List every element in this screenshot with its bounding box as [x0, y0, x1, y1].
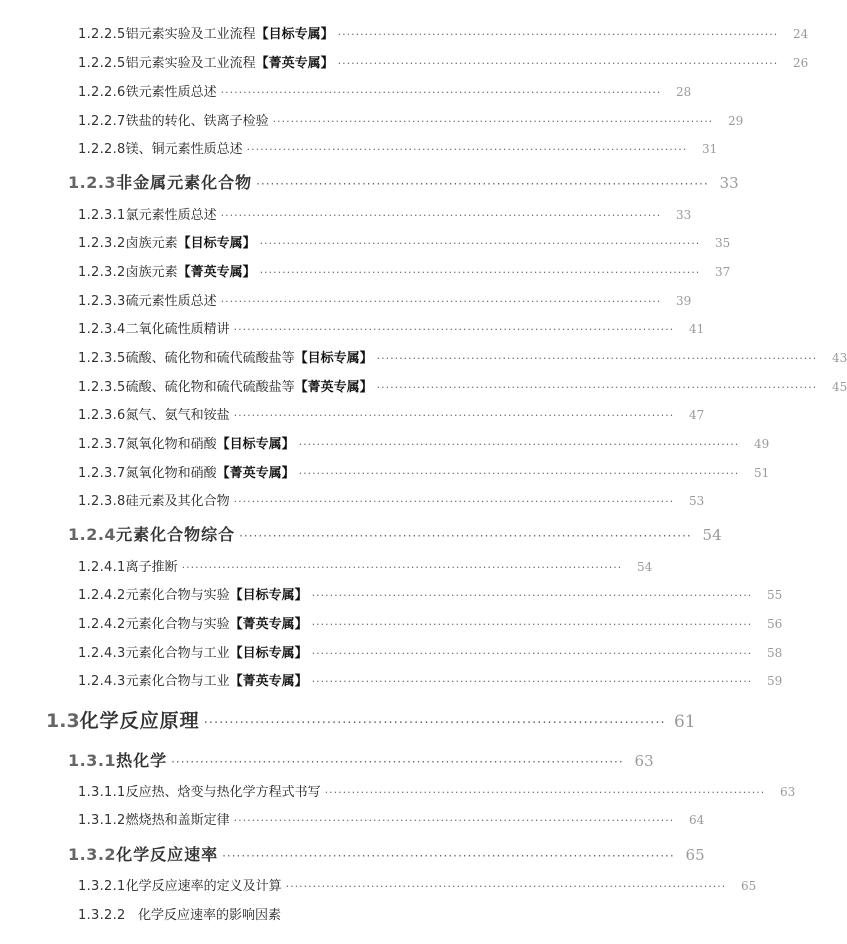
entry-title: 卤族元素 — [125, 265, 178, 280]
dot-leader: ·································································································· — [181, 561, 623, 574]
entry-page: 29 — [728, 114, 744, 128]
dot-leader: ·································································································· — [311, 647, 753, 660]
dot-leader: ·································································································· — [220, 86, 662, 99]
section-title: 元素化合物综合 — [116, 525, 236, 544]
dot-leader: ·································································································· — [272, 115, 714, 128]
dot-leader: ······························································································ — [171, 755, 624, 769]
dot-leader: ·································································································· — [233, 495, 675, 508]
entry-number: 1.2.4.3 — [78, 646, 126, 661]
entry-title: 元素化合物与实验 — [125, 588, 230, 603]
entry-number: 1.2.4.1 — [78, 560, 126, 575]
section-number: 1.3.2 — [68, 845, 117, 864]
toc-entry-1-2-2-5-elite[interactable] — [78, 52, 809, 72]
toc-section-1-2-4[interactable] — [68, 522, 722, 546]
toc-entry-1-2-3-3[interactable] — [78, 290, 692, 310]
dot-leader: ·································································································· — [233, 409, 675, 422]
entry-number: 1.2.2.8 — [78, 142, 126, 157]
entry-number: 1.2.3.1 — [78, 208, 126, 223]
entry-page: 28 — [676, 85, 692, 99]
entry-tag: 【菁英专属】 — [229, 617, 308, 632]
dot-leader: ·························································································· — [203, 716, 666, 731]
toc-entry-1-3-2-1[interactable] — [78, 875, 757, 895]
entry-number: 1.3.1.1 — [78, 785, 126, 800]
toc-entry-1-2-3-8[interactable] — [78, 490, 705, 510]
entry-number: 1.2.4.2 — [78, 617, 126, 632]
entry-title: 氮氧化物和硝酸 — [125, 437, 217, 452]
toc-entry-1-3-2-2[interactable] — [78, 904, 590, 924]
entry-title: 铝元素实验及工业流程 — [125, 27, 256, 42]
toc-entry-1-2-3-4[interactable] — [78, 318, 705, 338]
entry-page: 51 — [754, 466, 770, 480]
entry-title: 元素化合物与实验 — [125, 617, 230, 632]
entry-page: 53 — [689, 494, 705, 508]
entry-page: 64 — [689, 813, 705, 827]
entry-title: 硫酸、硫化物和硫代硫酸盐等 — [125, 351, 295, 366]
entry-number: 1.2.3.2 — [78, 265, 126, 280]
entry-page: 59 — [767, 674, 783, 688]
toc-entry-1-2-3-5-target[interactable] — [78, 347, 847, 367]
section-title: 非金属元素化合物 — [116, 173, 253, 192]
toc-entry-1-2-2-6[interactable] — [78, 81, 692, 101]
toc-entry-1-2-4-2-target[interactable] — [78, 584, 783, 604]
entry-title: 二氧化硫性质精讲 — [125, 322, 230, 337]
entry-title: 化学反应速率的定义及计算 — [125, 879, 282, 894]
entry-tag: 【目标专属】 — [216, 437, 295, 452]
entry-page: 63 — [780, 785, 796, 799]
toc-section-1-2-3[interactable] — [68, 170, 739, 194]
entry-page: 37 — [715, 265, 731, 279]
section-number: 1.3.1 — [68, 751, 117, 770]
entry-number: 1.2.3.6 — [78, 408, 126, 423]
dot-leader: ·································································································· — [337, 57, 779, 70]
entry-tag: 【目标专属】 — [294, 351, 373, 366]
toc-entry-1-2-3-1[interactable] — [78, 204, 692, 224]
toc-entry-1-2-2-7[interactable] — [78, 110, 744, 130]
dot-leader: ·································································································· — [220, 295, 662, 308]
toc-chapter-1-3[interactable] — [46, 706, 696, 734]
toc-entry-1-2-3-7-target[interactable] — [78, 433, 770, 453]
dot-leader: ·································································································· — [376, 381, 818, 394]
dot-leader: ······························································································ — [222, 849, 675, 863]
entry-title: 铁元素性质总述 — [125, 85, 217, 100]
entry-page: 33 — [676, 208, 692, 222]
entry-number: 1.2.2.5 — [78, 56, 126, 71]
dot-leader: ·································································································· — [285, 880, 727, 893]
dot-leader: ·································································································· — [376, 352, 818, 365]
dot-leader: ······························································································ — [239, 529, 692, 543]
entry-number: 1.2.3.7 — [78, 466, 126, 481]
entry-title: 硅元素及其化合物 — [125, 494, 230, 509]
section-page: 65 — [685, 846, 705, 864]
entry-number: 1.2.3.2 — [78, 236, 126, 251]
dot-leader: ·································································································· — [311, 675, 753, 688]
dot-leader: ·································································································· — [259, 237, 701, 250]
dot-leader: ·································································································· — [298, 438, 740, 451]
entry-page: 24 — [793, 27, 809, 41]
entry-tag: 【菁英专属】 — [294, 380, 373, 395]
entry-number: 1.3.2.1 — [78, 879, 126, 894]
entry-tag: 【目标专属】 — [229, 646, 308, 661]
toc-section-1-3-2[interactable] — [68, 842, 705, 866]
entry-title: 铝元素实验及工业流程 — [125, 56, 256, 71]
entry-page: 26 — [793, 56, 809, 70]
entry-number: 1.2.3.5 — [78, 380, 126, 395]
entry-title: 卤族元素 — [125, 236, 178, 251]
toc-entry-1-3-1-2[interactable] — [78, 809, 705, 829]
chapter-title: 化学反应原理 — [79, 710, 200, 732]
entry-page: 43 — [832, 351, 847, 365]
entry-title: 反应热、焓变与热化学方程式书写 — [125, 785, 321, 800]
toc-entry-1-2-2-5-target[interactable] — [78, 23, 809, 43]
dot-leader: ·································································································· — [311, 589, 753, 602]
entry-page: 31 — [702, 142, 718, 156]
section-page: 54 — [702, 526, 722, 544]
entry-number: 1.3.2.2 — [78, 908, 126, 923]
toc-entry-1-2-3-6[interactable] — [78, 404, 705, 424]
entry-number: 1.2.3.7 — [78, 437, 126, 452]
entry-page: 54 — [637, 560, 653, 574]
entry-title: 离子推断 — [125, 560, 178, 575]
entry-tag: 【菁英专属】 — [177, 265, 256, 280]
dot-leader: ······························································································ — [256, 177, 709, 191]
toc-entry-1-2-3-2-target[interactable] — [78, 232, 731, 252]
entry-number: 1.2.3.3 — [78, 294, 126, 309]
entry-number: 1.2.2.7 — [78, 114, 126, 129]
entry-title: 氮气、氨气和铵盐 — [125, 408, 230, 423]
entry-page: 39 — [676, 294, 692, 308]
section-number: 1.2.3 — [68, 173, 117, 192]
entry-number: 1.2.2.6 — [78, 85, 126, 100]
entry-tag: 【菁英专属】 — [216, 466, 295, 481]
entry-title: 化学反应速率的影响因素 — [138, 908, 282, 923]
entry-title: 铁盐的转化、铁离子检验 — [125, 114, 269, 129]
dot-leader: ·································································································· — [298, 467, 740, 480]
entry-number: 1.2.3.4 — [78, 322, 126, 337]
toc-entry-1-2-3-5-elite[interactable] — [78, 376, 847, 396]
dot-leader: ·································································································· — [324, 786, 766, 799]
dot-leader: ·································································································· — [259, 266, 701, 279]
dot-leader: ·································································································· — [311, 618, 753, 631]
entry-title: 硫元素性质总述 — [125, 294, 217, 309]
entry-number: 1.2.3.8 — [78, 494, 126, 509]
toc-section-1-3-1[interactable] — [68, 748, 654, 772]
entry-page: 45 — [832, 380, 847, 394]
chapter-page: 61 — [673, 712, 696, 732]
section-number: 1.2.4 — [68, 525, 117, 544]
toc-entry-1-2-3-2-elite[interactable] — [78, 261, 731, 281]
entry-page: 49 — [754, 437, 770, 451]
entry-title: 镁、铜元素性质总述 — [125, 142, 243, 157]
toc-entry-1-2-4-3-elite[interactable] — [78, 670, 783, 690]
entry-title: 燃烧热和盖斯定律 — [125, 813, 230, 828]
dot-leader: ·································································································· — [337, 28, 779, 41]
entry-title: 氮氧化物和硝酸 — [125, 466, 217, 481]
entry-number: 1.2.2.5 — [78, 27, 126, 42]
entry-number: 1.2.4.2 — [78, 588, 126, 603]
toc-entry-1-2-4-1[interactable] — [78, 556, 653, 576]
entry-tag: 【目标专属】 — [229, 588, 308, 603]
entry-tag: 【目标专属】 — [177, 236, 256, 251]
entry-page: 35 — [715, 236, 731, 250]
entry-title: 氯元素性质总述 — [125, 208, 217, 223]
section-title: 热化学 — [116, 751, 168, 770]
dot-leader: ·································································································· — [233, 814, 675, 827]
entry-page: 65 — [741, 879, 757, 893]
chapter-number: 1.3 — [46, 710, 80, 732]
entry-tag: 【菁英专属】 — [229, 674, 308, 689]
entry-number: 1.2.3.5 — [78, 351, 126, 366]
toc-entry-1-2-2-8[interactable] — [78, 138, 718, 158]
entry-page: 55 — [767, 588, 783, 602]
toc-entry-1-2-4-3-target[interactable] — [78, 642, 783, 662]
entry-number: 1.3.1.2 — [78, 813, 126, 828]
entry-title: 硫酸、硫化物和硫代硫酸盐等 — [125, 380, 295, 395]
section-page: 33 — [719, 174, 739, 192]
entry-number: 1.2.4.3 — [78, 674, 126, 689]
toc-entry-1-3-1-1[interactable] — [78, 781, 796, 801]
dot-leader: ·································································································· — [233, 323, 675, 336]
entry-title: 元素化合物与工业 — [125, 674, 230, 689]
dot-leader: ·································································································· — [220, 209, 662, 222]
entry-page: 58 — [767, 646, 783, 660]
entry-page: 41 — [689, 322, 705, 336]
entry-tag: 【菁英专属】 — [255, 56, 334, 71]
entry-tag: 【目标专属】 — [255, 27, 334, 42]
entry-page: 47 — [689, 408, 705, 422]
dot-leader: ·································································································· — [246, 143, 688, 156]
toc-entry-1-2-4-2-elite[interactable] — [78, 613, 783, 633]
entry-title: 元素化合物与工业 — [125, 646, 230, 661]
section-page: 63 — [634, 752, 654, 770]
section-title: 化学反应速率 — [116, 845, 219, 864]
toc-entry-1-2-3-7-elite[interactable] — [78, 462, 770, 482]
entry-page: 56 — [767, 617, 783, 631]
